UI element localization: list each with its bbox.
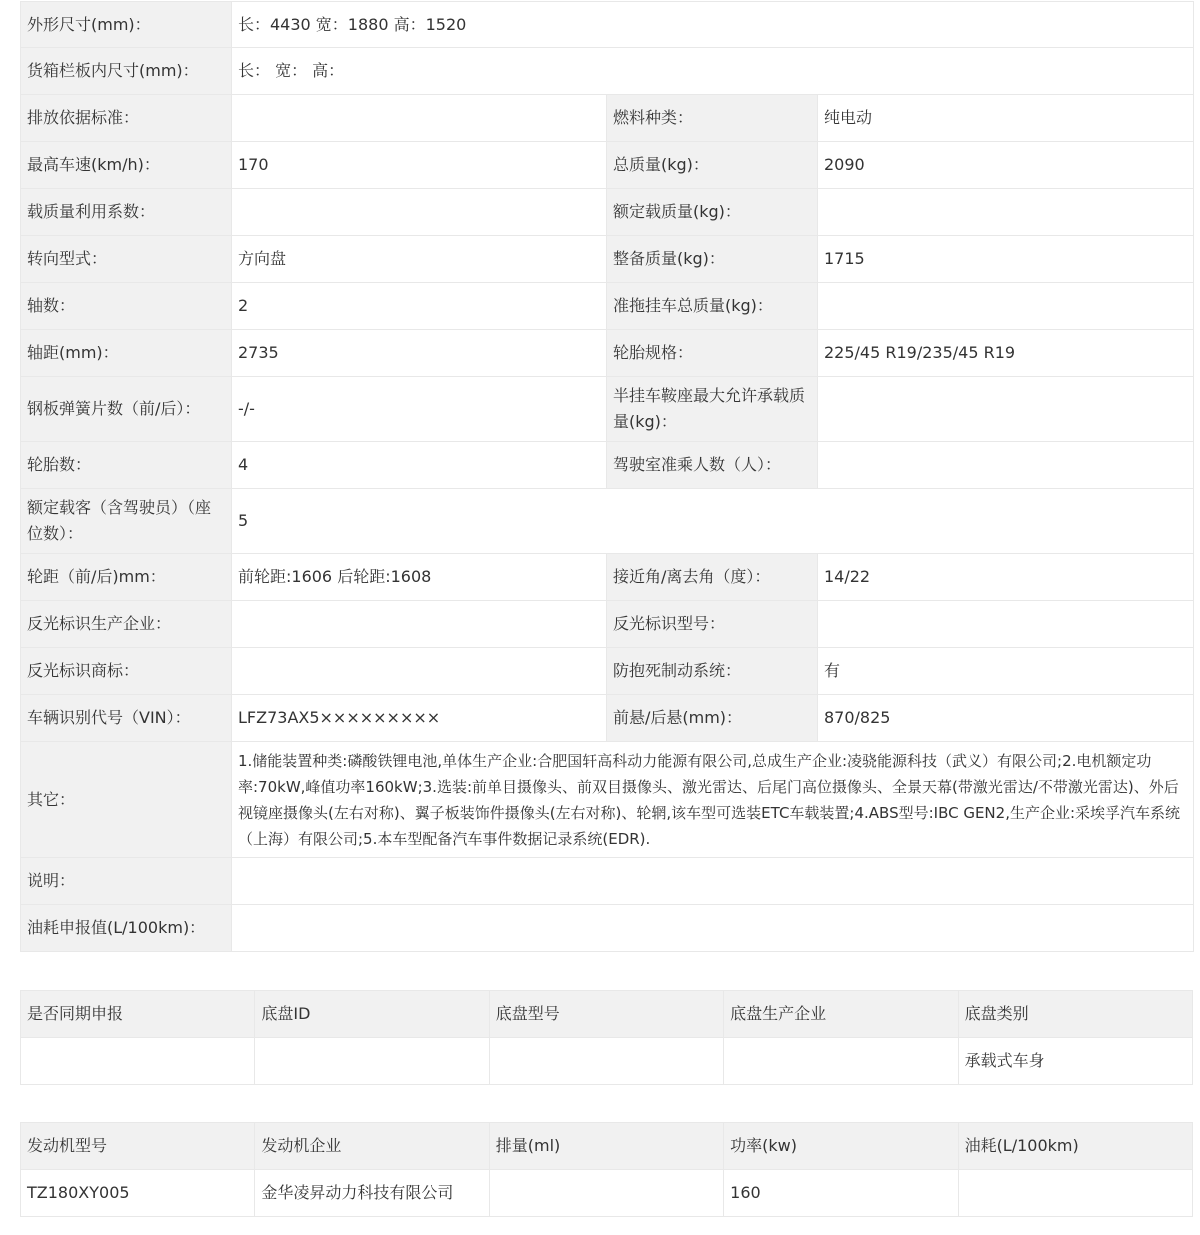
curb-mass-label: 整备质量(kg)： — [607, 236, 818, 283]
leaf-spring-label: 钢板弹簧片数（前/后）： — [21, 377, 232, 442]
wheelbase-value: 2735 — [232, 330, 607, 377]
other-label: 其它： — [21, 742, 232, 858]
other-value: 1.储能装置种类:磷酸铁锂电池,单体生产企业:合肥国轩高科动力能源有限公司,总成生产企业:凌骁能源科技（武义）有限公司;2.电机额定功率:70kW,峰值功率160kW;3.选装:前单目摄像头、前双目摄像头、激光雷达、后尾门高位摄像头、全景天幕(带激光雷达/不带激光雷达)、外后视镜座摄像头(左右对称)、翼子板装饰件摄像头(左右对称)、轮辋,该车型可选装ETC车载装置;4.ABS型号:IBC GEN2,生产企业:采埃孚汽车系统（上海）有限公司;5.本车型配备汽车事件数据记录系统(EDR). — [232, 742, 1194, 858]
chassis-header-row — [21, 991, 1193, 1038]
chassis-header-cell: 是否同期申报 — [21, 991, 255, 1038]
steering-label: 转向型式： — [21, 236, 232, 283]
dimensions-label: 外形尺寸(mm)： — [21, 2, 232, 48]
fuel-consumption-label: 油耗申报值(L/100km)： — [21, 905, 232, 952]
reflector-maker-label: 反光标识生产企业： — [21, 601, 232, 648]
chassis-table — [20, 990, 1193, 1085]
fifth-wheel-label: 半挂车鞍座最大允许承载质量(kg)： — [607, 377, 818, 442]
tire-spec-label: 轮胎规格： — [607, 330, 818, 377]
vin-value: LFZ73AX5××××××××× — [232, 695, 607, 742]
cab-seats-value — [818, 442, 1194, 489]
abs-label: 防抱死制动系统： — [607, 648, 818, 695]
engine-cell: TZ180XY005 — [21, 1170, 255, 1217]
trailer-mass-label: 准拖挂车总质量(kg)： — [607, 283, 818, 330]
max-speed-value: 170 — [232, 142, 607, 189]
passengers-value: 5 — [232, 489, 1194, 554]
rated-load-value — [818, 189, 1194, 236]
cargo-box-label: 货箱栏板内尺寸(mm)： — [21, 48, 232, 95]
chassis-header-cell: 底盘型号 — [489, 991, 723, 1038]
engine-header-cell: 发动机企业 — [255, 1123, 489, 1170]
vin-label: 车辆识别代号（VIN）： — [21, 695, 232, 742]
fifth-wheel-value — [818, 377, 1194, 442]
engine-header-cell: 功率(kw) — [724, 1123, 958, 1170]
tire-count-label: 轮胎数： — [21, 442, 232, 489]
cab-seats-label: 驾驶室准乘人数（人）： — [607, 442, 818, 489]
fuel-consumption-value — [232, 905, 1194, 952]
chassis-header-cell: 底盘生产企业 — [724, 991, 958, 1038]
overhang-value: 870/825 — [818, 695, 1194, 742]
emission-std-value — [232, 95, 607, 142]
total-mass-label: 总质量(kg)： — [607, 142, 818, 189]
leaf-spring-value: -/- — [232, 377, 607, 442]
engine-cell — [489, 1170, 723, 1217]
chassis-cell — [489, 1038, 723, 1085]
reflector-brand-label: 反光标识商标： — [21, 648, 232, 695]
abs-value: 有 — [818, 648, 1194, 695]
chassis-header-cell: 底盘ID — [255, 991, 489, 1038]
total-mass-value: 2090 — [818, 142, 1194, 189]
rated-load-label: 额定载质量(kg)： — [607, 189, 818, 236]
angles-value: 14/22 — [818, 554, 1194, 601]
chassis-cell — [21, 1038, 255, 1085]
axles-label: 轴数： — [21, 283, 232, 330]
fuel-type-value: 纯电动 — [818, 95, 1194, 142]
engine-header-cell: 油耗(L/100km) — [958, 1123, 1192, 1170]
note-label: 说明： — [21, 858, 232, 905]
engine-cell — [958, 1170, 1192, 1217]
engine-cell: 金华凌昇动力科技有限公司 — [255, 1170, 489, 1217]
engine-table — [20, 1122, 1193, 1217]
engine-header-cell: 发动机型号 — [21, 1123, 255, 1170]
angles-label: 接近角/离去角（度）： — [607, 554, 818, 601]
chassis-cell — [724, 1038, 958, 1085]
dimensions-value: 长：4430 宽：1880 高：1520 — [232, 2, 1194, 48]
max-speed-label: 最高车速(km/h)： — [21, 142, 232, 189]
engine-data-row — [21, 1170, 1193, 1217]
steering-value: 方向盘 — [232, 236, 607, 283]
reflector-model-label: 反光标识型号： — [607, 601, 818, 648]
reflector-model-value — [818, 601, 1194, 648]
wheelbase-label: 轴距(mm)： — [21, 330, 232, 377]
chassis-header-cell: 底盘类别 — [958, 991, 1192, 1038]
tire-count-value: 4 — [232, 442, 607, 489]
engine-header-row — [21, 1123, 1193, 1170]
passengers-label: 额定载客（含驾驶员）（座位数）： — [21, 489, 232, 554]
engine-header-cell: 排量(ml) — [489, 1123, 723, 1170]
vehicle-spec-table — [20, 1, 1194, 952]
engine-cell: 160 — [724, 1170, 958, 1217]
curb-mass-value: 1715 — [818, 236, 1194, 283]
track-value: 前轮距:1606 后轮距:1608 — [232, 554, 607, 601]
reflector-brand-value — [232, 648, 607, 695]
load-util-label: 载质量利用系数： — [21, 189, 232, 236]
trailer-mass-value — [818, 283, 1194, 330]
fuel-type-label: 燃料种类： — [607, 95, 818, 142]
note-value — [232, 858, 1194, 905]
overhang-label: 前悬/后悬(mm)： — [607, 695, 818, 742]
tire-spec-value: 225/45 R19/235/45 R19 — [818, 330, 1194, 377]
track-label: 轮距（前/后)mm： — [21, 554, 232, 601]
axles-value: 2 — [232, 283, 607, 330]
chassis-cell: 承载式车身 — [958, 1038, 1192, 1085]
load-util-value — [232, 189, 607, 236]
emission-std-label: 排放依据标准： — [21, 95, 232, 142]
chassis-cell — [255, 1038, 489, 1085]
cargo-box-value: 长： 宽： 高： — [232, 48, 1194, 95]
reflector-maker-value — [232, 601, 607, 648]
chassis-data-row — [21, 1038, 1193, 1085]
